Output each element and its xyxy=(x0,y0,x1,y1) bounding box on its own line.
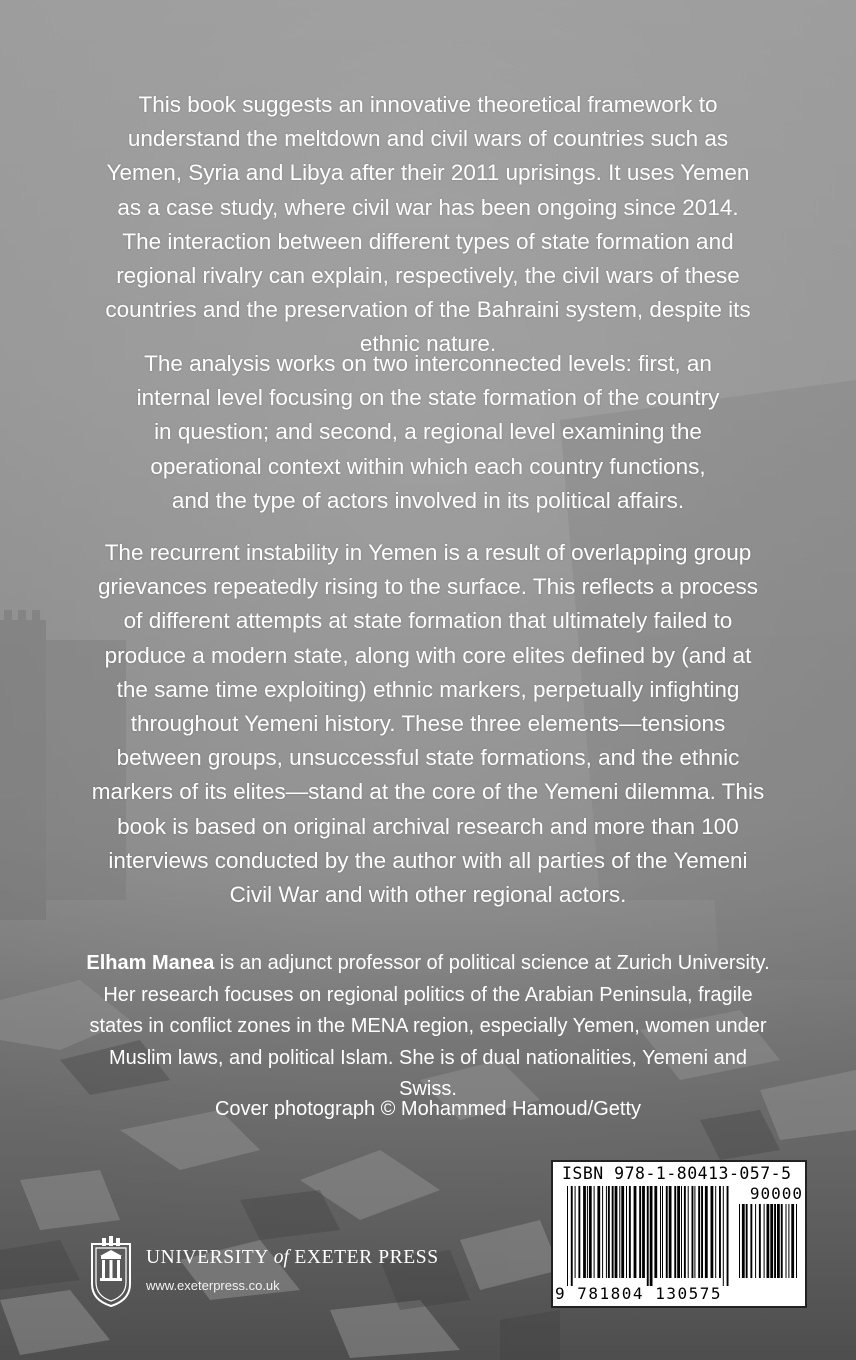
barcode-bar xyxy=(619,1186,620,1278)
barcode-bar xyxy=(781,1204,783,1278)
barcode-bar xyxy=(677,1186,680,1278)
exeter-crest-icon xyxy=(88,1234,134,1310)
barcode-bar xyxy=(723,1186,724,1286)
barcode-bar xyxy=(788,1204,789,1278)
author-bio xyxy=(84,948,772,1106)
price-code: 90000 xyxy=(749,1184,803,1203)
publisher-website: www.exeterpress.co.uk xyxy=(146,1278,280,1293)
barcode-bar xyxy=(567,1186,568,1286)
barcode-bar xyxy=(642,1186,645,1278)
barcode-bar xyxy=(759,1204,761,1278)
barcode-bar xyxy=(681,1186,682,1278)
barcode-bar xyxy=(587,1186,588,1278)
barcode-bar xyxy=(786,1204,787,1278)
cover-photo-credit: Cover photograph © Mohammed Hamoud/Getty xyxy=(214,1098,642,1120)
barcode-bar xyxy=(571,1186,573,1286)
barcode-bar xyxy=(701,1186,703,1278)
addon-barcode-bars xyxy=(739,1204,801,1286)
barcode-bar xyxy=(634,1186,637,1278)
barcode-bar xyxy=(575,1186,576,1278)
barcode-bar xyxy=(777,1204,780,1278)
barcode-bar xyxy=(742,1204,745,1278)
barcode-bar xyxy=(583,1186,586,1278)
barcode-bar xyxy=(608,1186,610,1278)
barcode-bar xyxy=(589,1186,592,1278)
barcode-bar xyxy=(666,1186,668,1278)
barcode-bar xyxy=(750,1204,752,1278)
barcode-bar xyxy=(597,1186,600,1278)
barcode-bar xyxy=(684,1186,686,1278)
ean-digits: 9 781804 130575 xyxy=(555,1284,722,1303)
barcode-bar xyxy=(660,1186,661,1278)
barcode-bar xyxy=(578,1186,580,1278)
barcode-bar xyxy=(791,1204,794,1278)
barcode-bar xyxy=(615,1186,618,1278)
isbn-barcode xyxy=(551,1160,807,1308)
barcode-bar xyxy=(774,1204,776,1278)
blurb-paragraph-3: The recurrent instability in Yemen is a result of overlapping group grievances repeatedly rising to the surface. This reflects a process of different attempts at state formation that ultimately failed to produce a modern state, along with core elites defined by (and at the same time exploiting) ethnic markers, perpetually infighting throughout Yemeni history. These three elements—tensions between groups, unsuccessful state formations, and the ethnic markers of its elites—stand at the core of the Yemeni dilemma. This book is based on original archival research and more than 100 interviews conducted by the author with all parties of the Yemeni Civil War and with other regional actors. xyxy=(91,540,765,908)
ean-barcode-bars xyxy=(567,1186,729,1286)
barcode-bar xyxy=(770,1204,773,1278)
blurb-paragraph-2: The analysis works on two interconnected levels: first, an internal level focusing on the state formation of the country in question; and second, a regional level examining the operational context within which each country functions, and the type of actors involved in its political affairs. xyxy=(136,351,720,513)
barcode-bar xyxy=(669,1186,672,1278)
author-name: Elham Manea xyxy=(86,952,215,974)
barcode-bar xyxy=(746,1204,748,1278)
barcode-bar xyxy=(764,1204,765,1278)
barcode-bar xyxy=(602,1186,603,1278)
barcode-bar xyxy=(688,1186,689,1278)
barcode-bar xyxy=(715,1186,716,1278)
barcode-bar xyxy=(719,1186,721,1278)
barcode-bar xyxy=(594,1186,595,1278)
barcode-bar xyxy=(626,1186,627,1278)
barcode-bar xyxy=(647,1186,649,1286)
barcode-bar xyxy=(654,1186,657,1278)
barcode-bar xyxy=(612,1186,614,1278)
publisher-name: UNIVERSITY of EXETER PRESS xyxy=(146,1247,439,1268)
barcode-bar xyxy=(796,1204,797,1278)
barcode-bar xyxy=(727,1186,729,1286)
barcode-bar xyxy=(694,1186,695,1278)
barcode-bar xyxy=(650,1186,653,1286)
blurb-paragraph-1: This book suggests an innovative theoretical framework to understand the meltdown and civil wars of countries such as Yemen, Syria and Libya after their 2011 uprisings. It uses Yemen as a case study, where civil war has been ongoing since 2014. The interaction between different types of state formation and regional rivalry can explain, respectively, the civil wars of these countries and the preservation of the Bahraini system, despite its ethnic nature. xyxy=(105,92,751,357)
barcode-bar xyxy=(739,1204,740,1278)
barcode-bar xyxy=(711,1186,714,1278)
barcode-bar xyxy=(705,1186,708,1278)
barcode-bar xyxy=(755,1204,756,1278)
author-bio-text: is an adjunct professor of political science at Zurich University. Her research focuses on regional politics of the Arabian Peninsula, fragile states in conflict zones in the MENA region, especially Yemen, women under Muslim laws, and political Islam. She is of dual nationalities, Yemeni and Swiss. xyxy=(89,952,770,1100)
isbn-number: ISBN 978-1-80413-057-5 xyxy=(562,1164,792,1183)
barcode-bar xyxy=(639,1186,641,1278)
publisher-imprint xyxy=(88,1234,508,1310)
barcode-bar xyxy=(692,1186,694,1278)
barcode-bar xyxy=(767,1204,770,1278)
barcode-bar xyxy=(674,1186,676,1278)
barcode-bar xyxy=(662,1186,663,1278)
barcode-bar xyxy=(629,1186,631,1278)
barcode-bar xyxy=(621,1186,624,1278)
barcode-bar xyxy=(606,1186,607,1278)
barcode-bar xyxy=(698,1186,700,1278)
